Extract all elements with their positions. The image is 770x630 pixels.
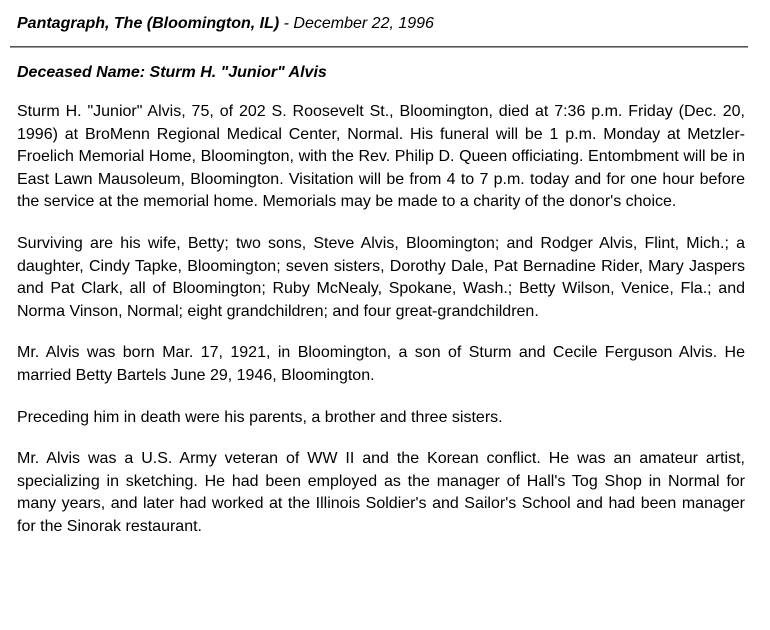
publication-header [17, 14, 757, 34]
paragraph-career: Mr. Alvis was a U.S. Army veteran of WW II and the Korean conflict. He was an amateur artist, specializing in sketching. He had been employed as the manager of Hall's Tog Shop in Normal for many years, and later had worked at the Illinois Soldier's and Sailor's School and had been manager for the Sinorak restaurant. [17, 450, 745, 535]
obituary-body [17, 101, 745, 558]
paragraph-preceded: Preceding him in death were his parents, a brother and three sisters. [17, 408, 503, 426]
deceased-name: Deceased Name: Sturm H. "Junior" Alvis [17, 64, 327, 81]
paragraph-survivors: Surviving are his wife, Betty; two sons, Steve Alvis, Bloomington; and Rodger Alvis, Flint, Mich.; a daughter, Cindy Tapke, Bloomington; seven sisters, Dorothy Dale, Pat Bernadine Rider, Mary Jaspers and Pat Clark, all of Bloomington; Ruby McNealy, Spokane, Wash.; Betty Wilson, Venice, Fla.; and Norma Vinson, Normal; eight grandchildren; and four great-grandchildren. [17, 234, 745, 320]
header-separator: - [279, 15, 294, 32]
publication-name: Pantagraph, The (Bloomington, IL) [17, 15, 280, 32]
paragraph-birth: Mr. Alvis was born Mar. 17, 1921, in Bloomington, a son of Sturm and Cecile Ferguson Alvis. He married Betty Bartels June 29, 1946, Bloomington. [17, 344, 745, 384]
header-divider [10, 46, 748, 48]
publication-date: December 22, 1996 [293, 15, 434, 32]
paragraph-death-notice: Sturm H. "Junior" Alvis, 75, of 202 S. Roosevelt St., Bloomington, died at 7:36 p.m. Friday (Dec. 20, 1996) at BroMenn Regional Medical Center, Normal. His funeral will be 1 p.m. Monday at Metzler-Froelich Memorial Home, Bloomington, with the Rev. Philip D. Queen officiating. Entombment will be in East Lawn Mausoleum, Bloomington. Visitation will be from 4 to 7 p.m. today and for one hour before the service at the memorial home. Memorials may be made to a charity of the donor's choice. [17, 103, 745, 211]
